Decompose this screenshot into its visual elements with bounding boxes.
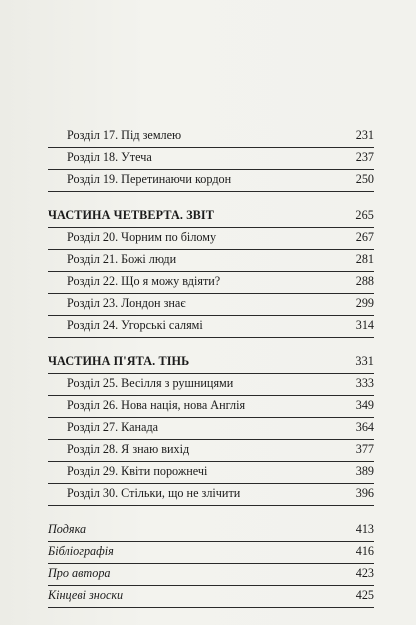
back-matter-page-number: 425: [355, 588, 374, 602]
toc-endnotes[interactable]: [48, 586, 374, 608]
toc-chapter-28[interactable]: [48, 440, 374, 462]
section-spacer: [48, 338, 374, 352]
chapter-title: Розділ 28. Я знаю вихід: [67, 442, 190, 456]
chapter-title: Розділ 19. Перетинаючи кордон: [67, 172, 232, 186]
chapter-title: Розділ 24. Угорські салямі: [67, 318, 203, 332]
back-matter-title: Кінцеві зноски: [48, 588, 124, 602]
toc-chapter-30[interactable]: [48, 484, 374, 506]
toc-acknowledgments[interactable]: [48, 520, 374, 542]
chapter-title: Розділ 23. Лондон знає: [67, 296, 186, 310]
chapter-title: Розділ 22. Що я можу вдіяти?: [67, 274, 221, 288]
chapter-page-number: 267: [355, 230, 374, 244]
chapter-title: Розділ 18. Утеча: [67, 150, 152, 164]
toc-chapter-19[interactable]: [48, 170, 374, 192]
chapter-title: Розділ 25. Весілля з рушницями: [67, 376, 234, 390]
toc-about-author[interactable]: [48, 564, 374, 586]
part-title: ЧАСТИНА П'ЯТА. ТІНЬ: [48, 354, 190, 368]
chapter-page-number: 281: [355, 252, 374, 266]
chapter-title: Розділ 30. Стільки, що не злічити: [67, 486, 241, 500]
chapter-page-number: 396: [355, 486, 374, 500]
toc-chapter-25[interactable]: [48, 374, 374, 396]
part-page-number: 331: [355, 354, 374, 368]
toc-chapter-17[interactable]: [48, 126, 374, 148]
back-matter-page-number: 413: [355, 522, 374, 536]
back-matter-title: Бібліографія: [48, 544, 114, 558]
toc-chapter-26[interactable]: [48, 396, 374, 418]
chapter-page-number: 333: [355, 376, 374, 390]
chapter-page-number: 231: [355, 128, 374, 142]
toc-chapter-22[interactable]: [48, 272, 374, 294]
toc-chapter-29[interactable]: [48, 462, 374, 484]
chapter-page-number: 349: [355, 398, 374, 412]
chapter-page-number: 299: [355, 296, 374, 310]
toc-part-five[interactable]: [48, 352, 374, 374]
chapter-title: Розділ 20. Чорним по білому: [67, 230, 217, 244]
table-of-contents: [48, 126, 374, 608]
back-matter-page-number: 416: [355, 544, 374, 558]
chapter-title: Розділ 17. Під землею: [67, 128, 182, 142]
chapter-page-number: 364: [355, 420, 374, 434]
back-matter-title: Подяка: [48, 522, 87, 536]
back-matter-page-number: 423: [355, 566, 374, 580]
toc-chapter-18[interactable]: [48, 148, 374, 170]
part-title: ЧАСТИНА ЧЕТВЕРТА. ЗВІТ: [48, 208, 214, 222]
chapter-page-number: 389: [355, 464, 374, 478]
toc-part-four[interactable]: [48, 206, 374, 228]
toc-bibliography[interactable]: [48, 542, 374, 564]
part-page-number: 265: [355, 208, 374, 222]
toc-chapter-21[interactable]: [48, 250, 374, 272]
chapter-page-number: 377: [355, 442, 374, 456]
chapter-page-number: 250: [355, 172, 374, 186]
section-spacer: [48, 192, 374, 206]
toc-chapter-24[interactable]: [48, 316, 374, 338]
toc-chapter-20[interactable]: [48, 228, 374, 250]
section-spacer: [48, 506, 374, 520]
chapter-title: Розділ 21. Божі люди: [67, 252, 177, 266]
chapter-page-number: 237: [355, 150, 374, 164]
chapter-page-number: 288: [355, 274, 374, 288]
toc-chapter-23[interactable]: [48, 294, 374, 316]
toc-chapter-27[interactable]: [48, 418, 374, 440]
chapter-page-number: 314: [355, 318, 374, 332]
back-matter-title: Про автора: [48, 566, 111, 580]
chapter-title: Розділ 29. Квіти порожнечі: [67, 464, 208, 478]
chapter-title: Розділ 26. Нова нація, нова Англія: [67, 398, 246, 412]
chapter-title: Розділ 27. Канада: [67, 420, 159, 434]
